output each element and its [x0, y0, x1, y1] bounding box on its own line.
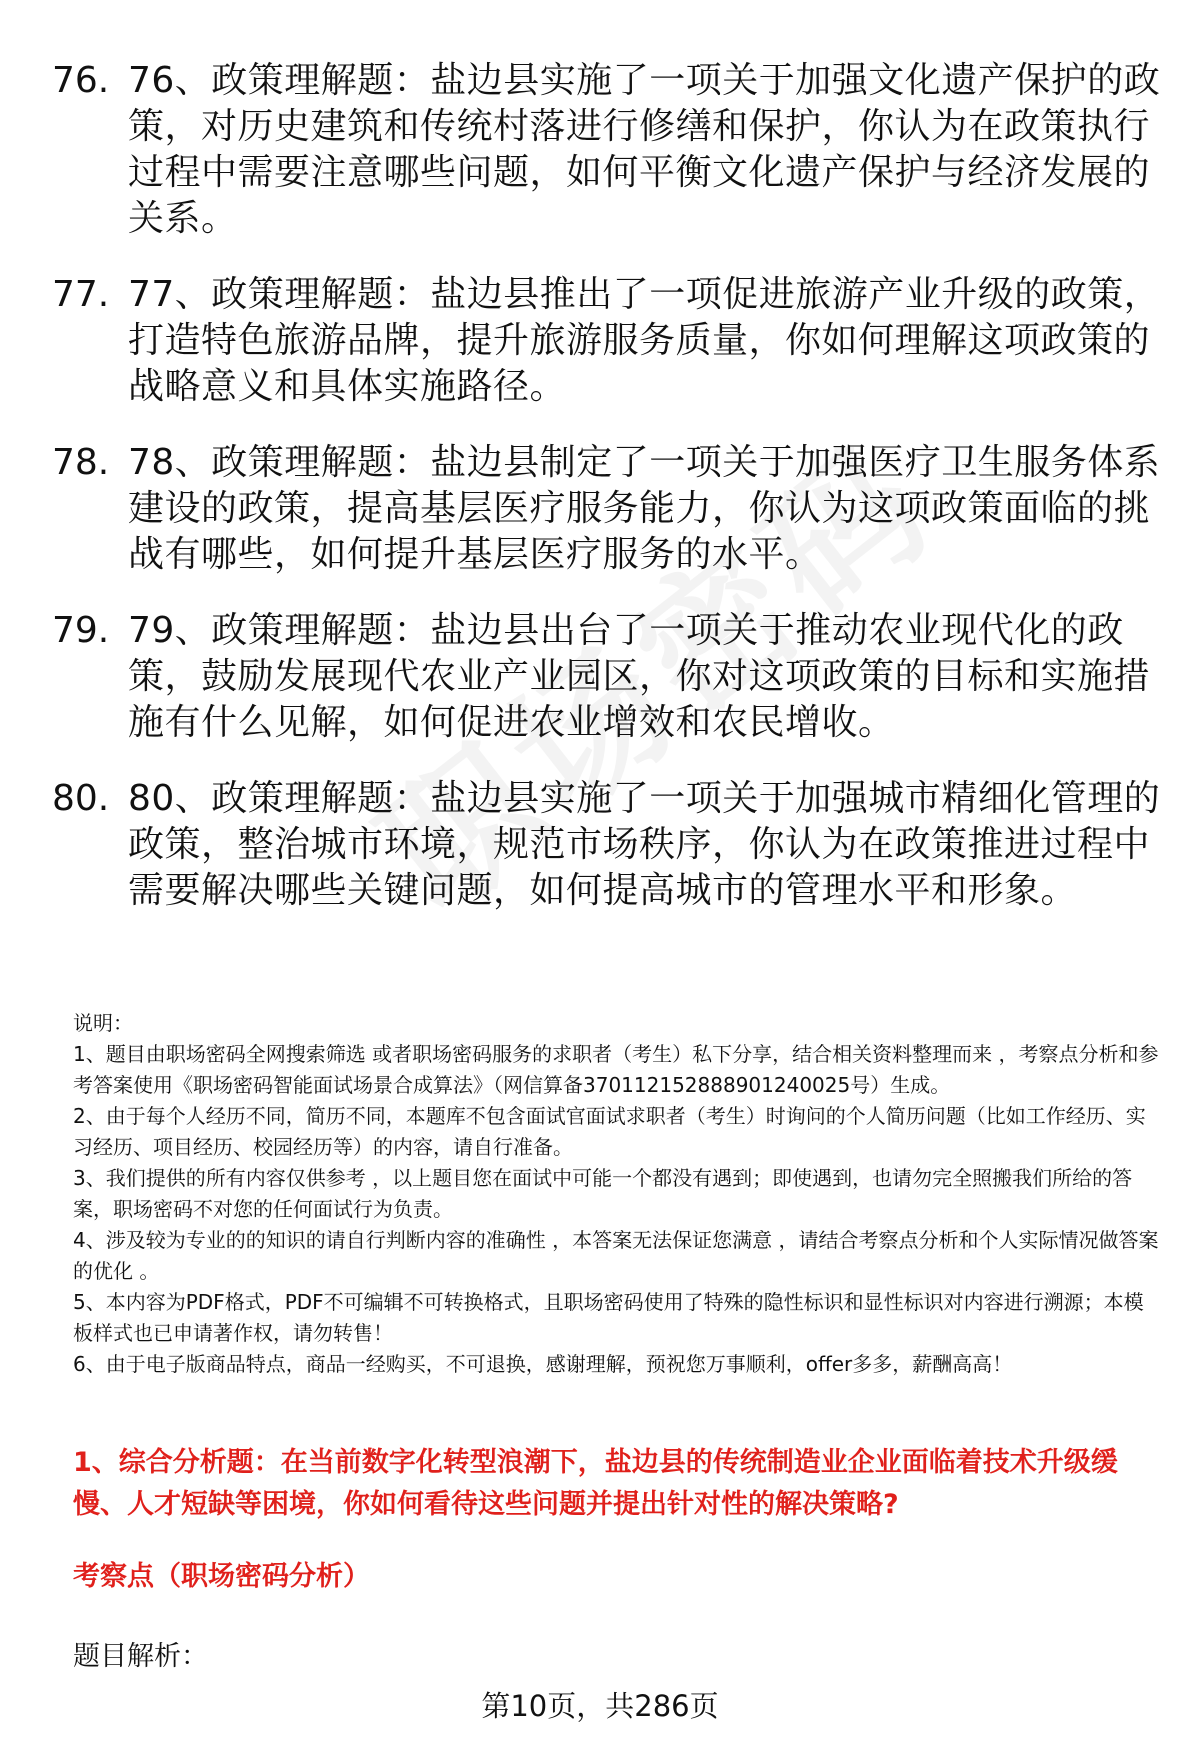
notes-block	[73, 1008, 1163, 1380]
note-item: 5、本内容为PDF格式，PDF不可编辑不可转换格式，且职场密码使用了特殊的隐性标识和显性标识对内容进行溯源；本模板样式也已申请著作权，请勿转售！	[73, 1290, 1144, 1345]
question-number: 76.	[52, 60, 110, 101]
question-list	[52, 58, 1162, 944]
note-item: 2、由于每个人经历不同，简历不同，本题库不包含面试官面试求职者（考生）时询问的个人简历问题（比如工作经历、实习经历、项目经历、校园经历等）的内容，请自行准备。	[73, 1104, 1146, 1159]
note-item: 6、由于电子版商品特点，商品一经购买，不可退换，感谢理解，预祝您万事顺利，offer多多，薪酬高高！	[73, 1352, 1013, 1376]
list-item	[52, 58, 1162, 242]
note-item: 3、我们提供的所有内容仅供参考 ，以上题目您在面试中可能一个都没有遇到；即使遇到，也请勿完全照搬我们所给的答案，职场密码不对您的任何面试行为负责。	[73, 1166, 1133, 1221]
notes-title: 说明：	[73, 1011, 133, 1035]
analysis-heading: 题目解析：	[73, 1641, 208, 1672]
list-item	[52, 608, 1162, 746]
question-text: 76、政策理解题：盐边县实施了一项关于加强文化遗产保护的政策，对历史建筑和传统村落进行修缮和保护，你认为在政策执行过程中需要注意哪些问题，如何平衡文化遗产保护与经济发展的关系。	[128, 60, 1161, 239]
key-point-heading: 考察点（职场密码分析）	[73, 1561, 370, 1592]
list-item	[52, 440, 1162, 578]
section-question: 1、综合分析题：在当前数字化转型浪潮下，盐边县的传统制造业企业面临着技术升级缓慢、人才短缺等困境，你如何看待这些问题并提出针对性的解决策略?	[73, 1447, 1118, 1520]
question-text: 78、政策理解题：盐边县制定了一项关于加强医疗卫生服务体系建设的政策，提高基层医疗服务能力，你认为这项政策面临的挑战有哪些，如何提升基层医疗服务的水平。	[128, 442, 1161, 575]
page-footer: 第10页，共286页	[481, 1689, 719, 1723]
note-item: 4、涉及较为专业的的知识的请自行判断内容的准确性 ，本答案无法保证您满意 ，请结合考察点分析和个人实际情况做答案的优化 。	[73, 1228, 1159, 1283]
question-text: 79、政策理解题：盐边县出台了一项关于推动农业现代化的政策，鼓励发展现代农业产业园区，你对这项政策的目标和实施措施有什么见解，如何促进农业增效和农民增收。	[128, 610, 1151, 743]
question-number: 80.	[52, 778, 110, 819]
list-item	[52, 272, 1162, 410]
question-text: 80、政策理解题：盐边县实施了一项关于加强城市精细化管理的政策，整治城市环境，规范市场秩序，你认为在政策推进过程中需要解决哪些关键问题，如何提高城市的管理水平和形象。	[128, 778, 1161, 911]
question-number: 79.	[52, 610, 110, 651]
question-number: 77.	[52, 274, 110, 315]
question-text: 77、政策理解题：盐边县推出了一项促进旅游产业升级的政策，打造特色旅游品牌，提升旅游服务质量，你如何理解这项政策的战略意义和具体实施路径。	[128, 274, 1161, 407]
note-item: 1、题目由职场密码全网搜索筛选 或者职场密码服务的求职者（考生）私下分享，结合相关资料整理而来 ，考察点分析和参考答案使用《职场密码智能面试场景合成算法》（网信算备370112152888901240025号）生成。	[73, 1042, 1159, 1097]
question-number: 78.	[52, 442, 110, 483]
list-item	[52, 776, 1162, 914]
